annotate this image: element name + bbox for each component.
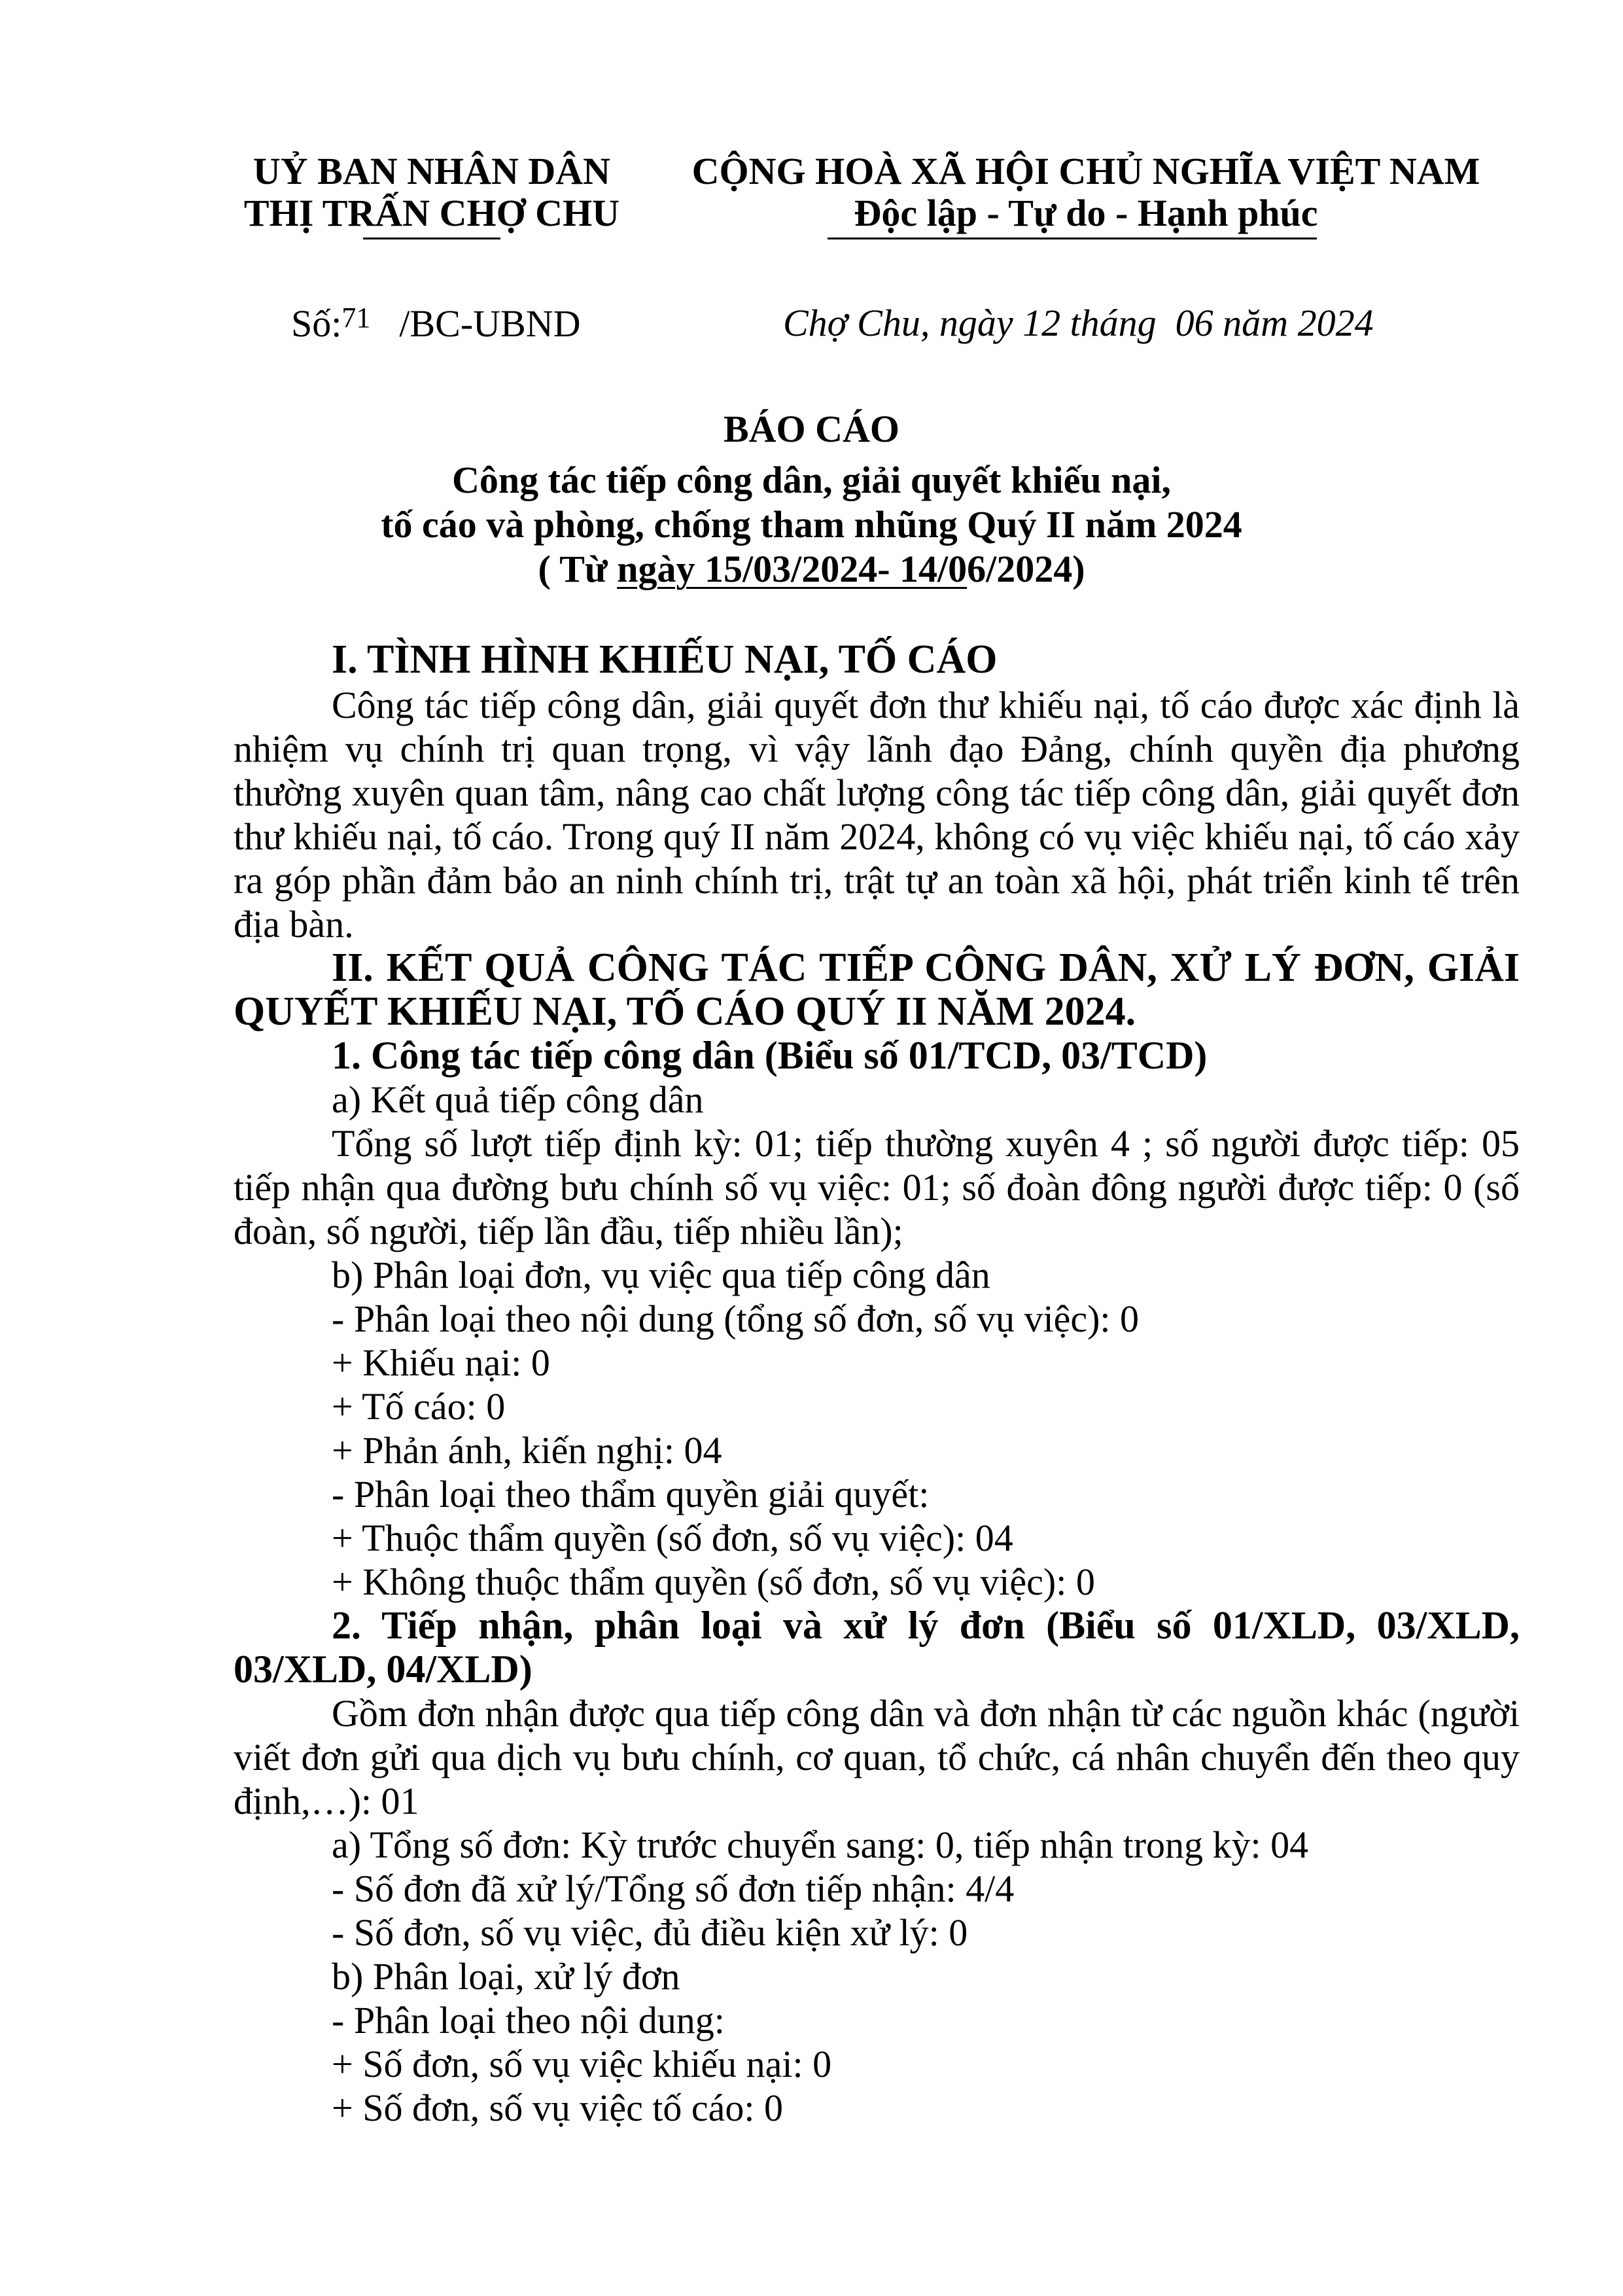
motto-underline xyxy=(828,238,1317,239)
list-item: - Số đơn đã xử lý/Tổng số đơn tiếp nhận: 4/4 xyxy=(332,1867,1015,1910)
report-period xyxy=(0,547,1623,591)
section2-sub2-heading: 2. Tiếp nhận, phân loại và xử lý đơn (Biểu số 01/XLD, 03/XLD, 03/XLD, 04/XLD) xyxy=(234,1604,1520,1691)
national-title: CỘNG HOÀ XÃ HỘI CHỦ NGHĨA VIỆT NAM xyxy=(691,150,1480,192)
list-item: - Phân loại theo nội dung (tổng số đơn, số vụ việc): 0 xyxy=(332,1298,1140,1340)
document-number-prefix: Số: xyxy=(291,302,342,345)
report-subtitle-line1: Công tác tiếp công dân, giải quyết khiếu nại, xyxy=(452,459,1171,501)
issuing-agency-line1: UỶ BAN NHÂN DÂN xyxy=(253,150,611,192)
section2-sub1-a-paragraph: Tổng số lượt tiếp định kỳ: 01; tiếp thường xuyên 4 ; số người được tiếp: 05 tiếp nhận qua đường bưu chính số vụ việc: 01; số đoàn đông người được tiếp: 0 (số đoàn, số người, tiếp lần đầu, tiếp nhiều lần); xyxy=(234,1122,1520,1252)
section2-sub1-heading: 1. Công tác tiếp công dân (Biểu số 01/TCD, 03/TCD) xyxy=(332,1034,1208,1077)
issuing-agency-line2: THỊ TRẤN CHỢ CHU xyxy=(243,192,620,234)
list-item: + Khiếu nại: 0 xyxy=(332,1341,550,1384)
report-subtitle-line2: tố cáo và phòng, chống tham nhũng Quý II năm 2024 xyxy=(381,503,1242,546)
list-item: b) Phân loại, xử lý đơn xyxy=(332,1955,680,1998)
section1-heading: I. TÌNH HÌNH KHIẾU NẠI, TỐ CÁO xyxy=(332,637,998,682)
section2-sub1-b: b) Phân loại đơn, vụ việc qua tiếp công dân xyxy=(332,1254,990,1296)
report-period-post: 6/2024) xyxy=(967,548,1085,590)
document-number-suffix: /BC-UBND xyxy=(399,302,581,345)
list-item: + Phản ánh, kiến nghị: 04 xyxy=(332,1429,722,1472)
agency-underline xyxy=(363,238,500,239)
section1-paragraph: Công tác tiếp công dân, giải quyết đơn thư khiếu nại, tố cáo được xác định là nhiệm vụ chính trị quan trọng, vì vậy lãnh đạo Đảng, chính quyền địa phương thường xuyên quan tâm, nâng cao chất lượng công tác tiếp công dân, giải quyết đơn thư khiếu nại, tố cáo. Trong quý II năm 2024, không có vụ việc khiếu nại, tố cáo xảy ra góp phần đảm bảo an ninh chính trị, trật tự an toàn xã hội, phát triển kinh tế trên địa bàn. xyxy=(234,684,1520,945)
report-title: BÁO CÁO xyxy=(723,408,900,450)
list-item: + Tố cáo: 0 xyxy=(332,1385,506,1428)
national-motto: Độc lập - Tự do - Hạnh phúc xyxy=(854,192,1318,234)
list-item: - Phân loại theo thẩm quyền giải quyết: xyxy=(332,1473,930,1515)
list-item: a) Tổng số đơn: Kỳ trước chuyển sang: 0, tiếp nhận trong kỳ: 04 xyxy=(332,1824,1309,1866)
list-item: - Số đơn, số vụ việc, đủ điều kiện xử lý: 0 xyxy=(332,1911,968,1954)
document-number xyxy=(291,301,581,345)
document-number-value: 71 xyxy=(341,302,371,334)
list-item: + Số đơn, số vụ việc khiếu nại: 0 xyxy=(332,2043,832,2085)
list-item: + Thuộc thẩm quyền (số đơn, số vụ việc): 04 xyxy=(332,1517,1013,1559)
list-item: + Số đơn, số vụ việc tố cáo: 0 xyxy=(332,2087,784,2129)
report-period-dates: ngày 15/03/2024- 14/0 xyxy=(617,548,968,590)
report-period-pre: ( Từ xyxy=(538,548,618,590)
section2-sub1-a: a) Kết quả tiếp công dân xyxy=(332,1078,704,1121)
list-item: - Phân loại theo nội dung: xyxy=(332,1999,725,2041)
section2-sub2-paragraph: Gồm đơn nhận được qua tiếp công dân và đơn nhận từ các nguồn khác (người viết đơn gửi qua dịch vụ bưu chính, cơ quan, tổ chức, cá nhân chuyển đến theo quy định,…): 01 xyxy=(234,1692,1520,1822)
section2-heading: II. KẾT QUẢ CÔNG TÁC TIẾP CÔNG DÂN, XỬ LÝ ĐƠN, GIẢI QUYẾT KHIẾU NẠI, TỐ CÁO QUÝ II NĂM 2024. xyxy=(234,945,1520,1034)
document-body xyxy=(234,638,1520,2130)
place-date: Chợ Chu, ngày 12 tháng 06 năm 2024 xyxy=(783,302,1374,344)
list-item: + Không thuộc thẩm quyền (số đơn, số vụ việc): 0 xyxy=(332,1561,1095,1603)
